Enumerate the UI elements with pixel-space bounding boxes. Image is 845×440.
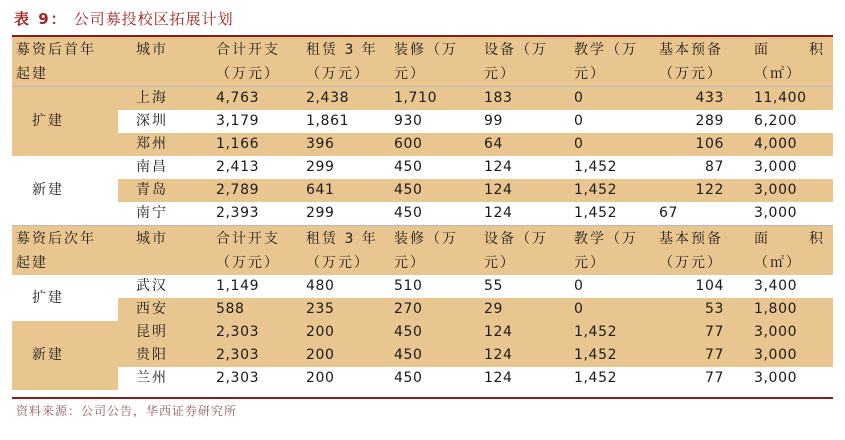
reserve-cell: 289 xyxy=(695,113,724,129)
lease-cell: 200 xyxy=(306,324,335,340)
table-row xyxy=(12,298,833,321)
area-cell: 6,200 xyxy=(754,113,798,129)
area-header-char1: 面 xyxy=(754,42,770,58)
total-cell: 2,413 xyxy=(216,159,260,175)
reserve-cell: 77 xyxy=(704,370,724,386)
city-cell: 南宁 xyxy=(136,205,168,221)
equipment-cell: 55 xyxy=(484,278,504,294)
group-header-line1: 募资后次年 xyxy=(16,231,96,247)
lease-header-line1: 租赁 3 年 xyxy=(306,231,378,247)
renovation-header xyxy=(390,37,480,87)
renovation-cell: 450 xyxy=(394,370,423,386)
renovation-cell: 450 xyxy=(394,205,423,221)
equipment-header-line1: 设备（万 xyxy=(484,42,548,58)
equipment-cell: 29 xyxy=(484,301,504,317)
table-row xyxy=(12,87,833,111)
renovation-cell: 600 xyxy=(394,136,423,152)
area-cell: 3,400 xyxy=(754,278,798,294)
area-cell: 3,000 xyxy=(754,347,798,363)
teaching-cell: 0 xyxy=(574,90,584,106)
total-cell: 2,303 xyxy=(216,347,260,363)
lease-cell: 200 xyxy=(306,347,335,363)
reserve-cell: 106 xyxy=(695,136,724,152)
city-header: 城市 xyxy=(118,226,212,276)
area-cell: 11,400 xyxy=(754,90,807,106)
total-header xyxy=(212,37,302,87)
total-cell: 2,393 xyxy=(216,205,260,221)
area-header-char2: 积 xyxy=(809,42,825,58)
area-cell: 3,000 xyxy=(754,182,798,198)
city-cell: 青岛 xyxy=(136,182,168,198)
equipment-header xyxy=(480,37,570,87)
equipment-cell: 124 xyxy=(484,347,513,363)
renovation-header-line2: 元） xyxy=(394,255,426,271)
city-cell: 南昌 xyxy=(136,159,168,175)
group-header-line2: 起建 xyxy=(16,66,48,82)
table-row xyxy=(12,156,833,179)
renovation-header-line2: 元） xyxy=(394,66,426,82)
table-row xyxy=(12,133,833,156)
equipment-cell: 124 xyxy=(484,159,513,175)
area-header-char1: 面 xyxy=(754,231,770,247)
table-row xyxy=(12,110,833,133)
city-cell: 武汉 xyxy=(136,278,168,294)
city-cell: 上海 xyxy=(136,90,168,106)
equipment-cell: 124 xyxy=(484,324,513,340)
table-row xyxy=(12,367,833,390)
lease-cell: 1,861 xyxy=(306,113,350,129)
lease-cell: 299 xyxy=(306,159,335,175)
teaching-cell: 1,452 xyxy=(574,324,618,340)
renovation-cell: 1,710 xyxy=(394,90,438,106)
teaching-cell: 1,452 xyxy=(574,370,618,386)
teaching-cell: 0 xyxy=(574,301,584,317)
source-note: 资料来源：公司公告，华西证券研究所 xyxy=(16,404,238,418)
teaching-cell: 1,452 xyxy=(574,159,618,175)
teaching-header-line1: 教学（万 xyxy=(574,42,638,58)
total-cell: 3,179 xyxy=(216,113,260,129)
lease-cell: 480 xyxy=(306,278,335,294)
teaching-header-line2: 元） xyxy=(574,255,606,271)
total-cell: 1,149 xyxy=(216,278,260,294)
area-cell: 4,000 xyxy=(754,136,798,152)
group-label: 扩建 xyxy=(12,87,118,157)
teaching-cell: 0 xyxy=(574,113,584,129)
table-row xyxy=(12,344,833,367)
total-cell: 2,303 xyxy=(216,370,260,386)
total-cell: 4,763 xyxy=(216,90,260,106)
area-cell: 3,000 xyxy=(754,159,798,175)
reserve-header-line1: 基本预备 xyxy=(659,231,723,247)
area-cell: 1,800 xyxy=(754,301,798,317)
reserve-cell: 104 xyxy=(695,278,724,294)
teaching-header-line2: 元） xyxy=(574,66,606,82)
teaching-cell: 1,452 xyxy=(574,182,618,198)
reserve-cell: 53 xyxy=(704,301,724,317)
reserve-cell: 77 xyxy=(704,324,724,340)
total-cell: 2,303 xyxy=(216,324,260,340)
equipment-header-line2: 元） xyxy=(484,66,516,82)
renovation-cell: 270 xyxy=(394,301,423,317)
reserve-header-line1: 基本预备 xyxy=(659,42,723,58)
reserve-header-line2: （万元） xyxy=(659,66,723,82)
lease-header-line1: 租赁 3 年 xyxy=(306,42,378,58)
area-header-line1 xyxy=(754,227,833,251)
equipment-header xyxy=(480,226,570,276)
teaching-cell: 0 xyxy=(574,278,584,294)
table-body xyxy=(12,37,833,390)
total-header-line1: 合计开支 xyxy=(216,231,280,247)
area-header-line2: （㎡） xyxy=(754,255,802,271)
equipment-cell: 124 xyxy=(484,205,513,221)
equipment-cell: 183 xyxy=(484,90,513,106)
lease-header xyxy=(302,226,390,276)
table-row xyxy=(12,275,833,298)
reserve-cell: 77 xyxy=(704,347,724,363)
group-header-line2: 起建 xyxy=(16,255,48,271)
table-row xyxy=(12,179,833,202)
renovation-header xyxy=(390,226,480,276)
teaching-header-line1: 教学（万 xyxy=(574,231,638,247)
equipment-cell: 124 xyxy=(484,370,513,386)
renovation-header-line1: 装修（万 xyxy=(394,231,458,247)
reserve-header-line2: （万元） xyxy=(659,255,723,271)
renovation-header-line1: 装修（万 xyxy=(394,42,458,58)
teaching-cell: 1,452 xyxy=(574,347,618,363)
reserve-cell: 67 xyxy=(659,205,679,221)
total-header xyxy=(212,226,302,276)
city-cell: 郑州 xyxy=(136,136,168,152)
area-header-char2: 积 xyxy=(809,231,825,247)
city-cell: 兰州 xyxy=(136,370,168,386)
reserve-cell: 433 xyxy=(695,90,724,106)
city-cell: 贵阳 xyxy=(136,347,168,363)
renovation-cell: 510 xyxy=(394,278,423,294)
city-cell: 昆明 xyxy=(136,324,168,340)
lease-cell: 235 xyxy=(306,301,335,317)
equipment-header-line2: 元） xyxy=(484,255,516,271)
lease-cell: 299 xyxy=(306,205,335,221)
group-label: 扩建 xyxy=(12,275,118,321)
group-header-cell xyxy=(12,226,118,276)
area-cell: 3,000 xyxy=(754,370,798,386)
reserve-header xyxy=(655,37,750,87)
city-cell: 西安 xyxy=(136,301,168,317)
total-header-line1: 合计开支 xyxy=(216,42,280,58)
renovation-cell: 450 xyxy=(394,159,423,175)
area-header-line1 xyxy=(754,38,833,62)
group-header-line1: 募资后首年 xyxy=(16,42,96,58)
group-label: 新建 xyxy=(12,321,118,390)
lease-header-line2: （万元） xyxy=(306,255,370,271)
lease-cell: 200 xyxy=(306,370,335,386)
header-row xyxy=(12,226,833,276)
equipment-header-line1: 设备（万 xyxy=(484,231,548,247)
teaching-cell: 1,452 xyxy=(574,205,618,221)
renovation-cell: 450 xyxy=(394,324,423,340)
group-header-cell xyxy=(12,37,118,87)
area-header xyxy=(750,37,833,87)
city-cell: 深圳 xyxy=(136,113,168,129)
lease-cell: 396 xyxy=(306,136,335,152)
table-number: 表 9： xyxy=(14,10,68,28)
bottom-rule xyxy=(12,397,833,399)
lease-header-line2: （万元） xyxy=(306,66,370,82)
lease-header xyxy=(302,37,390,87)
group-label: 新建 xyxy=(12,156,118,226)
total-cell: 588 xyxy=(216,301,245,317)
area-header-line2: （㎡） xyxy=(754,66,802,82)
table-row xyxy=(12,321,833,344)
table-title-text: 公司募投校区拓展计划 xyxy=(73,10,234,28)
area-header xyxy=(750,226,833,276)
total-cell: 2,789 xyxy=(216,182,260,198)
reserve-header xyxy=(655,226,750,276)
renovation-cell: 450 xyxy=(394,347,423,363)
table-title xyxy=(14,8,234,29)
city-header: 城市 xyxy=(118,37,212,87)
area-cell: 3,000 xyxy=(754,205,798,221)
teaching-cell: 0 xyxy=(574,136,584,152)
teaching-header xyxy=(570,226,655,276)
teaching-header xyxy=(570,37,655,87)
area-cell: 3,000 xyxy=(754,324,798,340)
equipment-cell: 99 xyxy=(484,113,504,129)
reserve-cell: 122 xyxy=(695,182,724,198)
total-cell: 1,166 xyxy=(216,136,260,152)
total-header-line2: （万元） xyxy=(216,66,280,82)
header-row xyxy=(12,37,833,87)
investment-plan-table xyxy=(12,37,833,390)
lease-cell: 2,438 xyxy=(306,90,350,106)
total-header-line2: （万元） xyxy=(216,255,280,271)
reserve-cell: 87 xyxy=(704,159,724,175)
table-row xyxy=(12,202,833,226)
renovation-cell: 450 xyxy=(394,182,423,198)
renovation-cell: 930 xyxy=(394,113,423,129)
lease-cell: 641 xyxy=(306,182,335,198)
equipment-cell: 124 xyxy=(484,182,513,198)
equipment-cell: 64 xyxy=(484,136,504,152)
